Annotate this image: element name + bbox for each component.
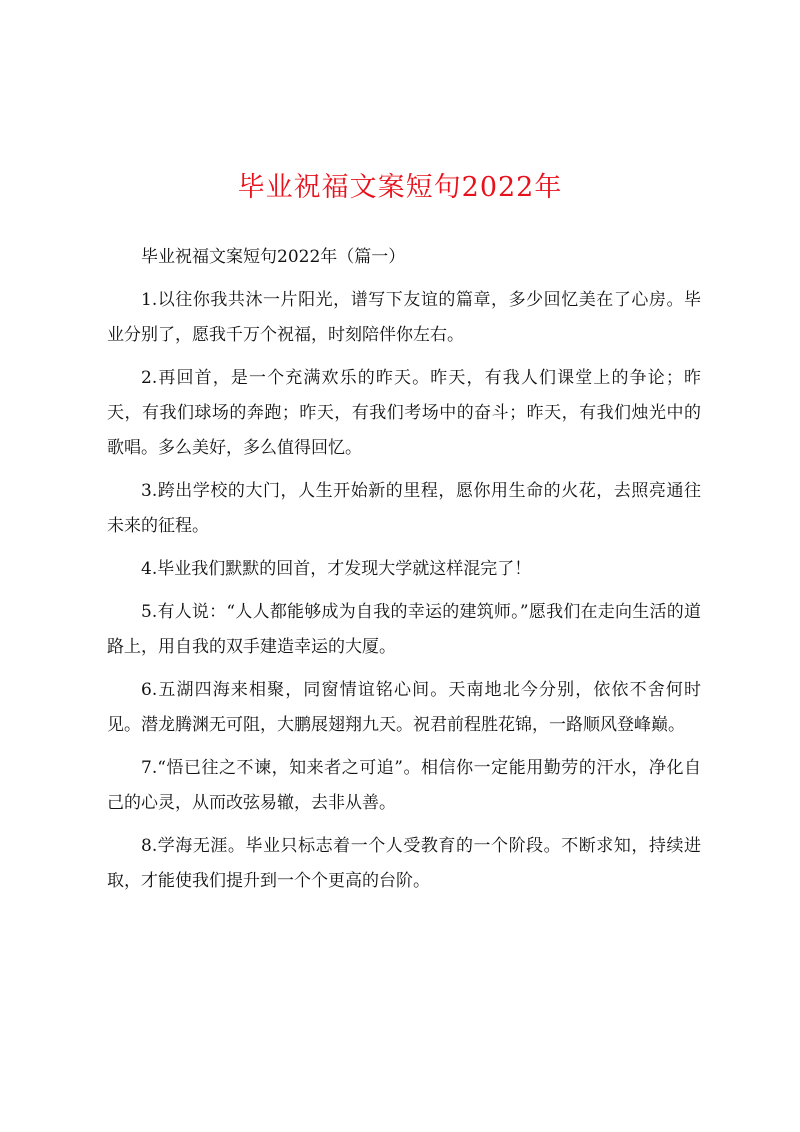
- paragraph-8: 8.学海无涯。毕业只标志着一个人受教育的一个阶段。不断求知，持续进取，才能使我们提升到一个个更高的台阶。: [107, 836, 701, 891]
- paragraph-2: 2.再回首，是一个充满欢乐的昨天。昨天，有我人们课堂上的争论；昨天，有我们球场的奔跑；昨天，有我们考场中的奋斗；昨天，有我们烛光中的歌唱。多么美好，多么值得回忆。: [107, 368, 701, 458]
- section-subheading: 毕业祝福文案短句2022年（篇一）: [141, 247, 406, 267]
- paragraph-6: 6.五湖四海来相聚，同窗情谊铭心间。天南地北今分别，依依不舍何时见。潜龙腾渊无可阻，大鹏展翅翔九天。祝君前程胜花锦，一路顺风登峰巅。: [107, 680, 701, 735]
- paragraph-4: 4.毕业我们默默的回首，才发现大学就这样混完了！: [141, 559, 532, 579]
- paragraph-5: 5.有人说：“人人都能够成为自我的幸运的建筑师。”愿我们在走向生活的道路上，用自我的双手建造幸运的大厦。: [107, 602, 701, 657]
- paragraph-1: 1.以往你我共沐一片阳光，谱写下友谊的篇章，多少回忆美在了心房。毕业分别了，愿我千万个祝福，时刻陪伴你左右。: [107, 290, 701, 345]
- paragraph-7: 7.“悟已往之不谏，知来者之可追”。相信你一定能用勤劳的汗水，净化自己的心灵，从而改弦易辙，去非从善。: [107, 758, 701, 813]
- paragraph-3: 3.跨出学校的大门，人生开始新的里程，愿你用生命的火花，去照亮通往未来的征程。: [107, 481, 701, 536]
- document-title: 毕业祝福文案短句2022年: [237, 172, 563, 203]
- document-body: [107, 240, 701, 907]
